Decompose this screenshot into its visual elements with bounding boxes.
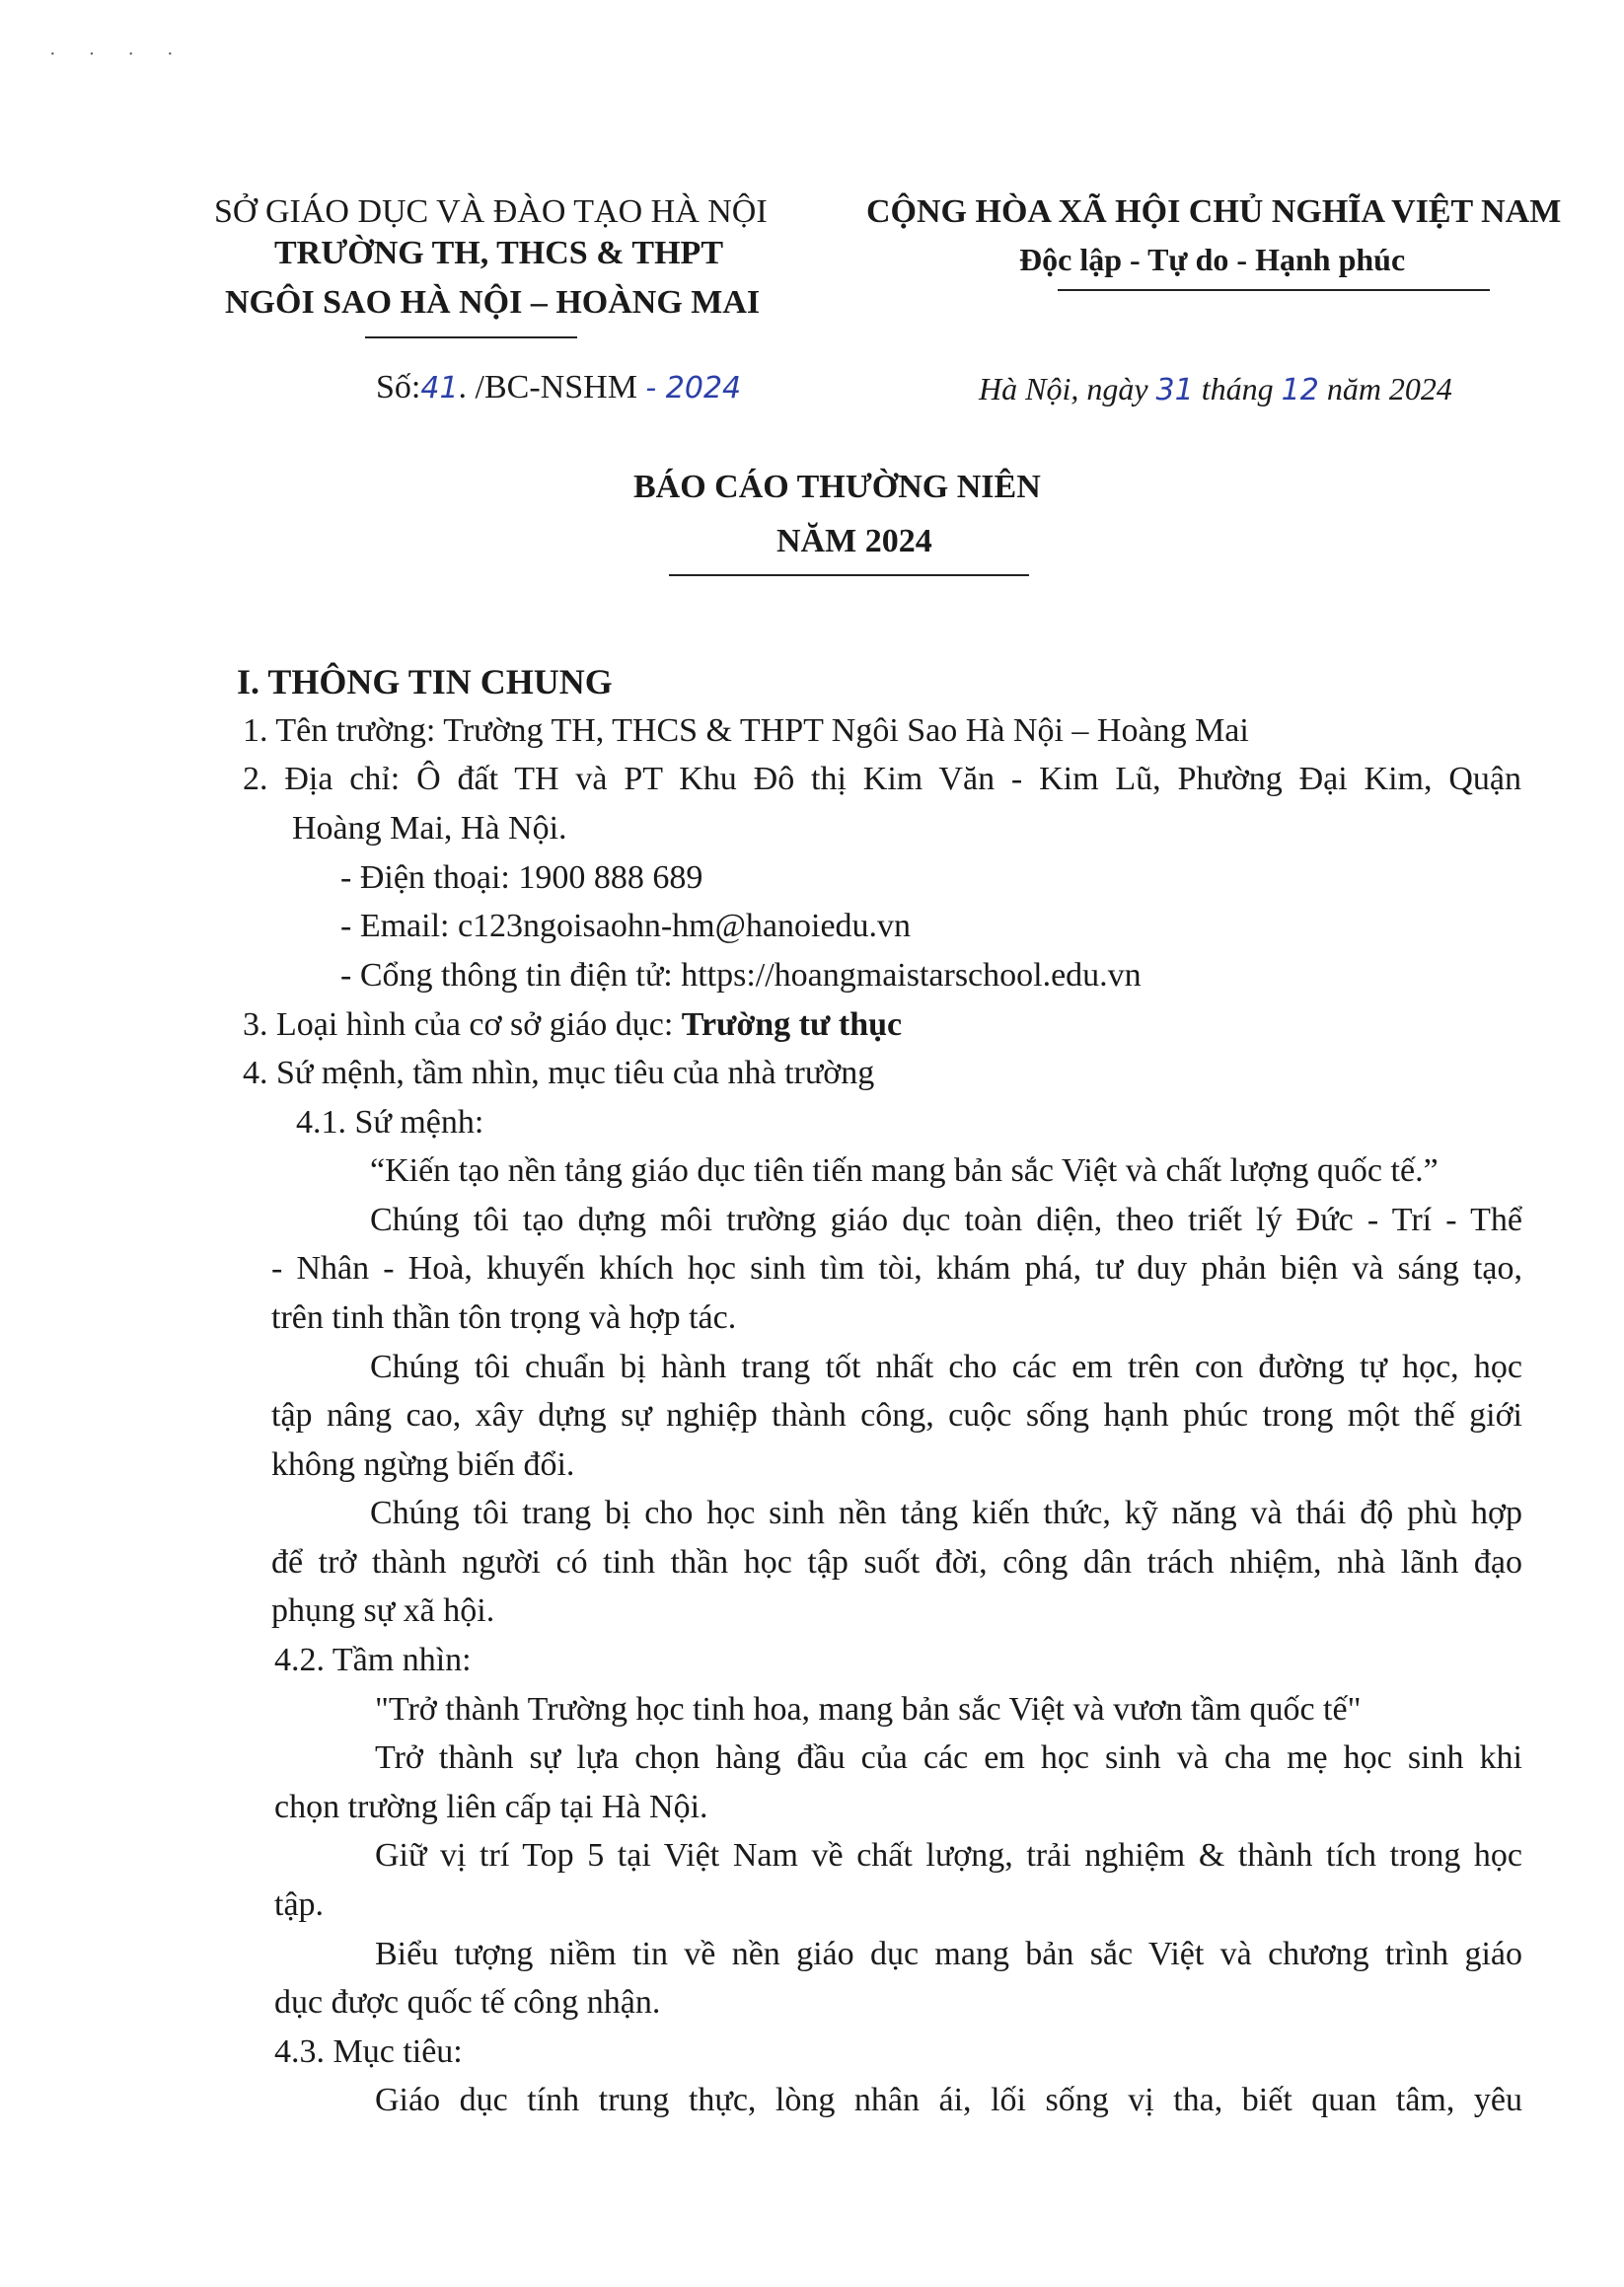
mission-para1-line3: trên tinh thần tôn trọng và hợp tác.: [271, 1299, 737, 1336]
item-mission-vision: 4. Sứ mệnh, tầm nhìn, mục tiêu của nhà trường: [243, 1055, 875, 1091]
item-school-type: [243, 1006, 902, 1044]
subsection-goals: 4.3. Mục tiêu:: [274, 2033, 463, 2070]
item-portal: - Cổng thông tin điện tử: https://hoangmaistarschool.edu.vn: [340, 957, 1142, 994]
vision-para1-line1: Trở thành sự lựa chọn hàng đầu của các em học sinh và cha mẹ học sinh khi: [375, 1739, 1522, 1776]
item-address-line2: Hoàng Mai, Hà Nội.: [292, 810, 567, 847]
title-underline: [669, 574, 1029, 576]
subsection-vision: 4.2. Tầm nhìn:: [274, 1642, 472, 1678]
school-type-label: 3. Loại hình của cơ sở giáo dục:: [243, 1006, 682, 1043]
header-school-line2: NGÔI SAO HÀ NỘI – HOÀNG MAI: [225, 284, 761, 321]
mission-para3-line2: để trở thành người có tinh thần học tập suốt đời, công dân trách nhiệm, nhà lãnh đạo: [271, 1544, 1522, 1581]
date-year: năm 2024: [1318, 371, 1452, 406]
header-right-underline: [1058, 289, 1490, 291]
report-year: NĂM 2024: [776, 523, 932, 559]
vision-quote: "Trở thành Trường học tinh hoa, mang bản sắc Việt và vươn tầm quốc tế": [375, 1691, 1362, 1728]
doc-number-year-handwritten: - 2024: [645, 371, 742, 406]
mission-para2-line3: không ngừng biến đổi.: [271, 1446, 575, 1483]
scan-marks: · · · ·: [49, 43, 187, 65]
mission-para3-line1: Chúng tôi trang bị cho học sinh nền tảng kiến thức, kỹ năng và thái độ phù hợp: [370, 1495, 1522, 1531]
date-prefix: Hà Nội, ngày: [979, 371, 1156, 406]
header-department: SỞ GIÁO DỤC VÀ ĐÀO TẠO HÀ NỘI: [214, 193, 768, 230]
vision-para1-line2: chọn trường liên cấp tại Hà Nội.: [274, 1789, 708, 1825]
item-address-line1: 2. Địa chỉ: Ô đất TH và PT Khu Đô thị Kim Văn - Kim Lũ, Phường Đại Kim, Quận: [243, 761, 1521, 797]
mission-para3-line3: phụng sự xã hội.: [271, 1592, 495, 1629]
date-day-handwritten: 31: [1155, 373, 1194, 407]
report-title: BÁO CÁO THƯỜNG NIÊN: [633, 469, 1041, 505]
header-school-line1: TRƯỜNG TH, THCS & THPT: [274, 235, 723, 271]
goals-para1-line1: Giáo dục tính trung thực, lòng nhân ái, lối sống vị tha, biết quan tâm, yêu: [375, 2082, 1522, 2118]
header-left-underline: [365, 336, 577, 338]
document-date: [979, 371, 1452, 407]
mission-para2-line2: tập nâng cao, xây dựng sự nghiệp thành công, cuộc sống hạnh phúc trong một thế giới: [271, 1397, 1522, 1434]
date-month-label: tháng: [1193, 371, 1282, 406]
document-number: [376, 369, 741, 406]
mission-quote: “Kiến tạo nền tảng giáo dục tiên tiến mang bản sắc Việt và chất lượng quốc tế.”: [370, 1152, 1439, 1189]
mission-para1-line2: - Nhân - Hoà, khuyến khích học sinh tìm tòi, khám phá, tư duy phản biện và sáng tạo,: [271, 1250, 1522, 1287]
subsection-mission: 4.1. Sứ mệnh:: [296, 1104, 484, 1141]
item-phone: - Điện thoại: 1900 888 689: [340, 859, 703, 896]
header-motto: Độc lập - Tự do - Hạnh phúc: [1019, 242, 1406, 277]
doc-number-prefix: Số:: [376, 369, 421, 406]
section-heading: I. THÔNG TIN CHUNG: [237, 662, 613, 701]
vision-para2-line2: tập.: [274, 1886, 325, 1923]
mission-para2-line1: Chúng tôi chuẩn bị hành trang tốt nhất cho các em trên con đường tự học, học: [370, 1349, 1522, 1385]
mission-para1-line1: Chúng tôi tạo dựng môi trường giáo dục toàn diện, theo triết lý Đức - Trí - Thể: [370, 1202, 1522, 1238]
vision-para2-line1: Giữ vị trí Top 5 tại Việt Nam về chất lượng, trải nghiệm & thành tích trong học: [375, 1837, 1522, 1874]
doc-number-handwritten: 41: [420, 371, 459, 406]
header-national-title: CỘNG HÒA XÃ HỘI CHỦ NGHĨA VIỆT NAM: [866, 193, 1562, 230]
item-school-name: 1. Tên trường: Trường TH, THCS & THPT Ngôi Sao Hà Nội – Hoàng Mai: [243, 712, 1249, 749]
date-month-handwritten: 12: [1281, 373, 1319, 407]
item-email: - Email: c123ngoisaohn-hm@hanoiedu.vn: [340, 908, 912, 944]
school-type-value: Trường tư thục: [681, 1006, 903, 1043]
vision-para3-line2: dục được quốc tế công nhận.: [274, 1984, 661, 2021]
doc-number-code: . /BC-NSHM: [458, 369, 637, 406]
vision-para3-line1: Biểu tượng niềm tin về nền giáo dục mang bản sắc Việt và chương trình giáo: [375, 1936, 1522, 1972]
